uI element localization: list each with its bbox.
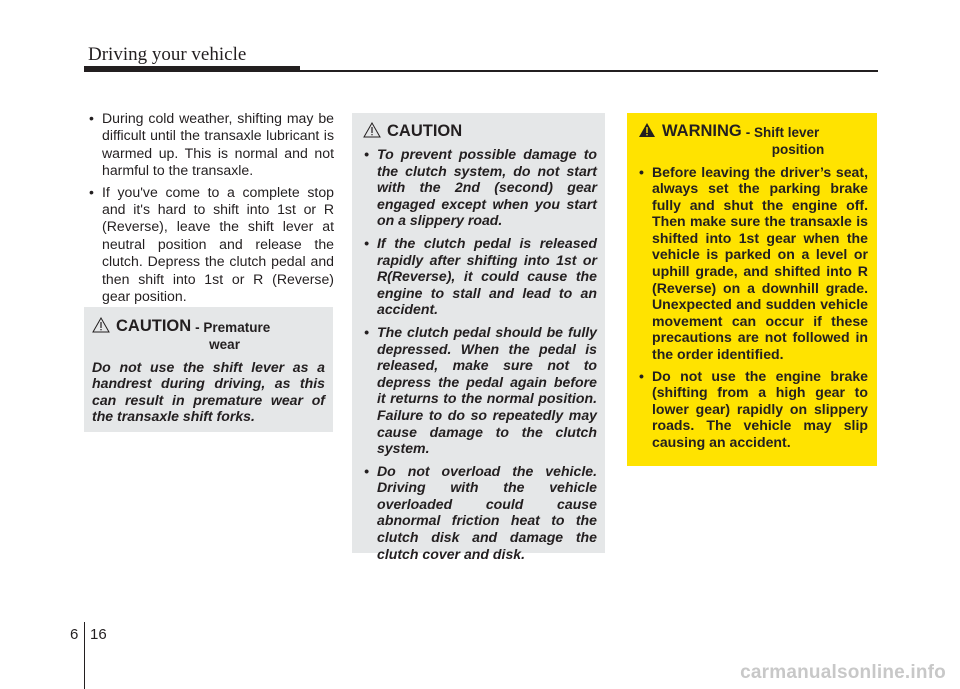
intro-bullet-list xyxy=(88,110,334,305)
warning-list xyxy=(638,164,868,451)
bullet-dot: • xyxy=(89,183,94,200)
caution-premature-wear-box xyxy=(84,307,333,432)
bullet-dot: • xyxy=(364,462,369,479)
caution-clutch-header xyxy=(363,122,597,140)
list-item: • If you've come to a complete stop and it's hard to shift into 1st or R (Reverse), leave the shift lever at neutral position and release the clutch. Depress the clutch pedal and then shift into 1st or R (Reverse) gear position. xyxy=(89,183,334,305)
warning-subtitle: - Shift lever position xyxy=(745,125,825,157)
warning-header xyxy=(638,122,868,158)
caution-clutch-list xyxy=(363,146,597,562)
warning-triangle-filled-icon xyxy=(638,122,656,138)
warning-title: WARNING xyxy=(662,122,742,140)
list-item: • The clutch pedal should be fully depressed. When the pedal is released, make sure not to depress the pedal again before it returns to the normal position. Failure to do so repeatedly may cause damage to the clutch system. xyxy=(364,323,597,457)
warning-shift-lever-box xyxy=(627,113,877,466)
bullet-dot: • xyxy=(364,234,369,251)
bullet-dot: • xyxy=(364,323,369,340)
list-item: • Before leaving the driver’s seat, always set the parking brake fully and shut the engine off. Then make sure the transaxle is shifted into 1st gear when the vehicle is parked on a level or uphill grade, and shifted into R (Reverse) on a downhill grade. Unexpected and sudden vehicle movement can occur if these precautions are not followed in the order identified. xyxy=(639,163,868,363)
warning-triangle-outline-icon xyxy=(92,317,110,333)
caution-subtitle: - Premature wear xyxy=(195,320,271,352)
page-header-title: Driving your vehicle xyxy=(88,44,247,65)
page-number: 16 xyxy=(90,626,107,643)
caution-premature-body: Do not use the shift lever as a handrest during driving, as this can result in premature wear of the transaxle shift forks. xyxy=(92,358,325,425)
caution-premature-header xyxy=(92,317,325,353)
watermark-text: carmanualsonline.info xyxy=(740,662,946,683)
chapter-number: 6 xyxy=(70,626,79,643)
warning-triangle-outline-icon xyxy=(363,122,381,138)
list-item: • If the clutch pedal is released rapidly after shifting into 1st or R(Reverse), it could cause the engine to stall and lead to an accident. xyxy=(364,234,597,318)
list-item: • To prevent possible damage to the clutch system, do not start with the 2nd (second) gear engaged except when you start on a slippery road. xyxy=(364,146,597,229)
list-item: • During cold weather, shifting may be difficult until the transaxle lubricant is warmed up. This is normal and not harmful to the transaxle. xyxy=(89,110,334,179)
header-bar xyxy=(84,66,300,72)
intro-column xyxy=(88,110,334,309)
caution-clutch-box xyxy=(352,113,605,562)
list-item: • Do not overload the vehicle. Driving with the vehicle overloaded could cause abnormal friction heat to the clutch disk and damage the clutch cover and disk. xyxy=(364,462,597,562)
bullet-dot: • xyxy=(89,110,94,126)
caution-title: CAUTION xyxy=(116,317,192,335)
bullet-dot: • xyxy=(639,367,644,384)
bullet-dot: • xyxy=(364,146,369,162)
bullet-dot: • xyxy=(639,163,644,180)
caution-title: CAUTION xyxy=(387,122,463,140)
list-item: • Do not use the engine brake (shifting from a high gear to lower gear) rapidly on slippery roads. The vehicle may slip causing an accident. xyxy=(639,367,868,450)
footer-divider xyxy=(84,622,85,689)
header-rule xyxy=(300,70,878,72)
